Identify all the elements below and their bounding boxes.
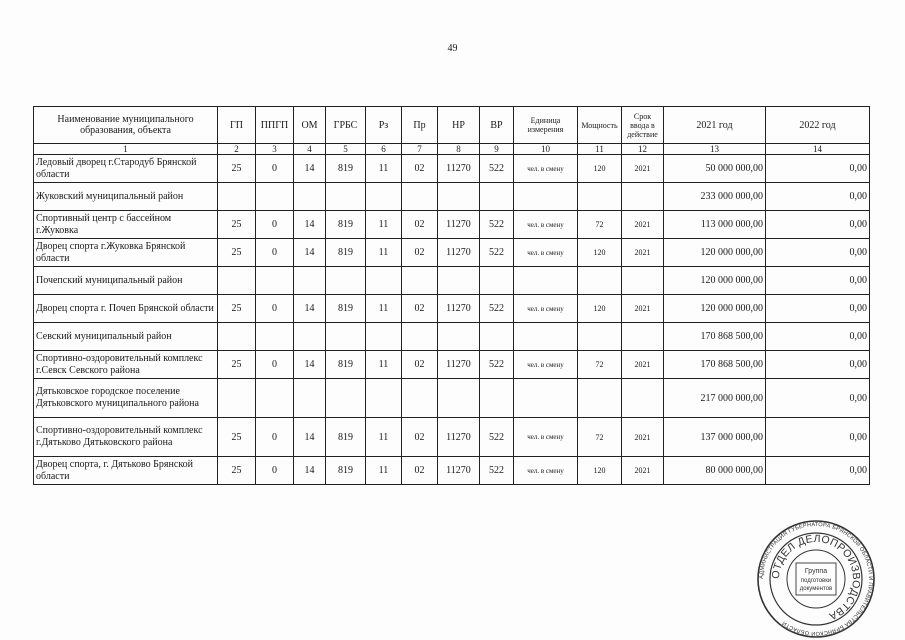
pr-cell (402, 267, 438, 295)
pr-cell: 02 (402, 295, 438, 323)
amount-2021-cell: 80 000 000,00 (664, 457, 766, 485)
om-cell: 14 (294, 211, 326, 239)
power-cell: 120 (578, 457, 622, 485)
nr-cell: 11270 (438, 457, 480, 485)
header-cell: ВР (480, 107, 514, 144)
amount-2021-cell: 137 000 000,00 (664, 418, 766, 457)
header-cell: 2022 год (766, 107, 870, 144)
column-number: 2 (218, 144, 256, 155)
column-number: 9 (480, 144, 514, 155)
grbs-cell (326, 323, 366, 351)
rz-cell: 11 (366, 155, 402, 183)
amount-2022-cell: 0,00 (766, 379, 870, 418)
amount-2021-cell: 120 000 000,00 (664, 239, 766, 267)
table-row (34, 323, 870, 351)
pr-cell (402, 379, 438, 418)
commission-year-cell (622, 183, 664, 211)
ppgp-cell: 0 (256, 295, 294, 323)
page-number: 49 (447, 43, 458, 54)
header-cell: Рз (366, 107, 402, 144)
column-number: 7 (402, 144, 438, 155)
column-number: 10 (514, 144, 578, 155)
rz-cell: 11 (366, 351, 402, 379)
object-name-cell: Спортивно-оздоровительный комплекс г.Севск Севского района (34, 351, 218, 379)
ppgp-cell: 0 (256, 418, 294, 457)
ppgp-cell: 0 (256, 155, 294, 183)
power-cell (578, 379, 622, 418)
table-row (34, 239, 870, 267)
vr-cell: 522 (480, 295, 514, 323)
grbs-cell (326, 267, 366, 295)
amount-2021-cell: 217 000 000,00 (664, 379, 766, 418)
power-cell: 72 (578, 211, 622, 239)
amount-2022-cell: 0,00 (766, 211, 870, 239)
amount-2022-cell: 0,00 (766, 295, 870, 323)
rz-cell: 11 (366, 295, 402, 323)
table-row (34, 267, 870, 295)
rz-cell (366, 323, 402, 351)
table-row (34, 379, 870, 418)
gp-cell: 25 (218, 418, 256, 457)
gp-cell: 25 (218, 239, 256, 267)
column-number: 12 (622, 144, 664, 155)
object-name-cell: Дятьковское городское поселение Дятьковского муниципального района (34, 379, 218, 418)
column-number: 1 (34, 144, 218, 155)
grbs-cell: 819 (326, 155, 366, 183)
gp-cell: 25 (218, 155, 256, 183)
gp-cell (218, 323, 256, 351)
object-name-cell: Севский муниципальный район (34, 323, 218, 351)
om-cell: 14 (294, 418, 326, 457)
rz-cell: 11 (366, 211, 402, 239)
stamp-center-line: подготовки (800, 578, 832, 584)
rz-cell: 11 (366, 457, 402, 485)
nr-cell: 11270 (438, 155, 480, 183)
rz-cell (366, 379, 402, 418)
ppgp-cell (256, 183, 294, 211)
column-number: 11 (578, 144, 622, 155)
stamp-center-line: документов (799, 586, 833, 592)
stamp-ring-text: ОТДЕЛ ДЕЛОПРОИЗВОДСТВА (769, 532, 863, 623)
commission-year-cell (622, 379, 664, 418)
unit-cell: чел. в смену (514, 155, 578, 183)
vr-cell (480, 323, 514, 351)
header-cell: ГП (218, 107, 256, 144)
power-cell: 72 (578, 418, 622, 457)
header-cell: НР (438, 107, 480, 144)
unit-cell: чел. в смену (514, 239, 578, 267)
ppgp-cell: 0 (256, 351, 294, 379)
column-number: 5 (326, 144, 366, 155)
amount-2022-cell: 0,00 (766, 239, 870, 267)
vr-cell: 522 (480, 457, 514, 485)
amount-2021-cell: 233 000 000,00 (664, 183, 766, 211)
grbs-cell: 819 (326, 211, 366, 239)
header-cell: Наименование муниципального образования, объекта (34, 107, 218, 144)
vr-cell (480, 379, 514, 418)
grbs-cell: 819 (326, 418, 366, 457)
grbs-cell: 819 (326, 295, 366, 323)
amount-2021-cell: 50 000 000,00 (664, 155, 766, 183)
amount-2022-cell: 0,00 (766, 418, 870, 457)
om-cell (294, 183, 326, 211)
nr-cell: 11270 (438, 211, 480, 239)
vr-cell (480, 267, 514, 295)
unit-cell: чел. в смену (514, 457, 578, 485)
power-cell: 120 (578, 295, 622, 323)
pr-cell (402, 183, 438, 211)
power-cell: 72 (578, 351, 622, 379)
vr-cell: 522 (480, 351, 514, 379)
amount-2021-cell: 120 000 000,00 (664, 267, 766, 295)
header-cell: Мощность (578, 107, 622, 144)
gp-cell: 25 (218, 351, 256, 379)
grbs-cell (326, 379, 366, 418)
rz-cell: 11 (366, 239, 402, 267)
rz-cell (366, 267, 402, 295)
header-cell: ГРБС (326, 107, 366, 144)
object-name-cell: Дворец спорта г.Жуковка Брянской области (34, 239, 218, 267)
object-name-cell: Дворец спорта г. Почеп Брянской области (34, 295, 218, 323)
column-number: 14 (766, 144, 870, 155)
amount-2021-cell: 120 000 000,00 (664, 295, 766, 323)
grbs-cell: 819 (326, 457, 366, 485)
unit-cell (514, 183, 578, 211)
om-cell (294, 323, 326, 351)
amount-2022-cell: 0,00 (766, 267, 870, 295)
table-header-row (34, 107, 870, 144)
unit-cell: чел. в смену (514, 351, 578, 379)
commission-year-cell (622, 323, 664, 351)
power-cell (578, 267, 622, 295)
grbs-cell: 819 (326, 239, 366, 267)
commission-year-cell: 2021 (622, 239, 664, 267)
commission-year-cell: 2021 (622, 295, 664, 323)
amount-2022-cell: 0,00 (766, 351, 870, 379)
object-name-cell: Дворец спорта, г. Дятьково Брянской области (34, 457, 218, 485)
table-row (34, 457, 870, 485)
column-number: 4 (294, 144, 326, 155)
column-number: 8 (438, 144, 480, 155)
gp-cell (218, 183, 256, 211)
table-row (34, 418, 870, 457)
om-cell (294, 267, 326, 295)
column-number-row (34, 144, 870, 155)
nr-cell (438, 379, 480, 418)
ppgp-cell: 0 (256, 211, 294, 239)
office-stamp (755, 520, 877, 638)
ppgp-cell (256, 323, 294, 351)
amount-2022-cell: 0,00 (766, 457, 870, 485)
amount-2022-cell: 0,00 (766, 155, 870, 183)
gp-cell: 25 (218, 295, 256, 323)
nr-cell: 11270 (438, 239, 480, 267)
amount-2022-cell: 0,00 (766, 323, 870, 351)
om-cell (294, 379, 326, 418)
power-cell: 120 (578, 239, 622, 267)
power-cell (578, 183, 622, 211)
object-name-cell: Спортивный центр с бассейном г.Жуковка (34, 211, 218, 239)
table-row (34, 351, 870, 379)
vr-cell: 522 (480, 239, 514, 267)
column-number: 3 (256, 144, 294, 155)
stamp-center-line: Группа (804, 568, 828, 575)
unit-cell: чел. в смену (514, 418, 578, 457)
unit-cell: чел. в смену (514, 211, 578, 239)
amount-2021-cell: 170 868 500,00 (664, 351, 766, 379)
commission-year-cell (622, 267, 664, 295)
header-cell: Пр (402, 107, 438, 144)
rz-cell (366, 183, 402, 211)
object-name-cell: Спортивно-оздоровительный комплекс г.Дятьково Дятьковского района (34, 418, 218, 457)
gp-cell (218, 267, 256, 295)
pr-cell: 02 (402, 211, 438, 239)
unit-cell (514, 267, 578, 295)
pr-cell: 02 (402, 418, 438, 457)
commission-year-cell: 2021 (622, 418, 664, 457)
gp-cell: 25 (218, 457, 256, 485)
unit-cell (514, 379, 578, 418)
unit-cell (514, 323, 578, 351)
column-number: 13 (664, 144, 766, 155)
ppgp-cell: 0 (256, 239, 294, 267)
amount-2021-cell: 113 000 000,00 (664, 211, 766, 239)
pr-cell: 02 (402, 351, 438, 379)
nr-cell (438, 183, 480, 211)
vr-cell: 522 (480, 211, 514, 239)
nr-cell: 11270 (438, 351, 480, 379)
om-cell: 14 (294, 295, 326, 323)
power-cell (578, 323, 622, 351)
pr-cell (402, 323, 438, 351)
nr-cell (438, 323, 480, 351)
column-number: 6 (366, 144, 402, 155)
gp-cell (218, 379, 256, 418)
vr-cell (480, 183, 514, 211)
nr-cell: 11270 (438, 418, 480, 457)
object-name-cell: Жуковский муниципальный район (34, 183, 218, 211)
power-cell: 120 (578, 155, 622, 183)
header-cell: ППГП (256, 107, 294, 144)
header-cell: 2021 год (664, 107, 766, 144)
table-row (34, 183, 870, 211)
amount-2022-cell: 0,00 (766, 183, 870, 211)
commission-year-cell: 2021 (622, 457, 664, 485)
commission-year-cell: 2021 (622, 211, 664, 239)
ppgp-cell (256, 379, 294, 418)
amount-2021-cell: 170 868 500,00 (664, 323, 766, 351)
unit-cell: чел. в смену (514, 295, 578, 323)
nr-cell: 11270 (438, 295, 480, 323)
grbs-cell (326, 183, 366, 211)
pr-cell: 02 (402, 155, 438, 183)
gp-cell: 25 (218, 211, 256, 239)
rz-cell: 11 (366, 418, 402, 457)
table-row (34, 295, 870, 323)
commission-year-cell: 2021 (622, 155, 664, 183)
budget-table (33, 106, 870, 485)
om-cell: 14 (294, 457, 326, 485)
object-name-cell: Ледовый дворец г.Стародуб Брянской области (34, 155, 218, 183)
grbs-cell: 819 (326, 351, 366, 379)
commission-year-cell: 2021 (622, 351, 664, 379)
om-cell: 14 (294, 155, 326, 183)
table-row (34, 155, 870, 183)
stamp-outer-text: АДМИНИСТРАЦИЯ ГУБЕРНАТОРА БРЯНСКОЙ ОБЛАСТИ И ПРАВИТЕЛЬСТВА БРЯНСКОЙ ОБЛАСТИ (758, 521, 874, 637)
header-cell: ОМ (294, 107, 326, 144)
vr-cell: 522 (480, 155, 514, 183)
ppgp-cell (256, 267, 294, 295)
header-cell: Единица измерения (514, 107, 578, 144)
pr-cell: 02 (402, 239, 438, 267)
om-cell: 14 (294, 239, 326, 267)
nr-cell (438, 267, 480, 295)
om-cell: 14 (294, 351, 326, 379)
header-cell: Срок ввода в действие (622, 107, 664, 144)
pr-cell: 02 (402, 457, 438, 485)
vr-cell: 522 (480, 418, 514, 457)
ppgp-cell: 0 (256, 457, 294, 485)
object-name-cell: Почепский муниципальный район (34, 267, 218, 295)
table-row (34, 211, 870, 239)
